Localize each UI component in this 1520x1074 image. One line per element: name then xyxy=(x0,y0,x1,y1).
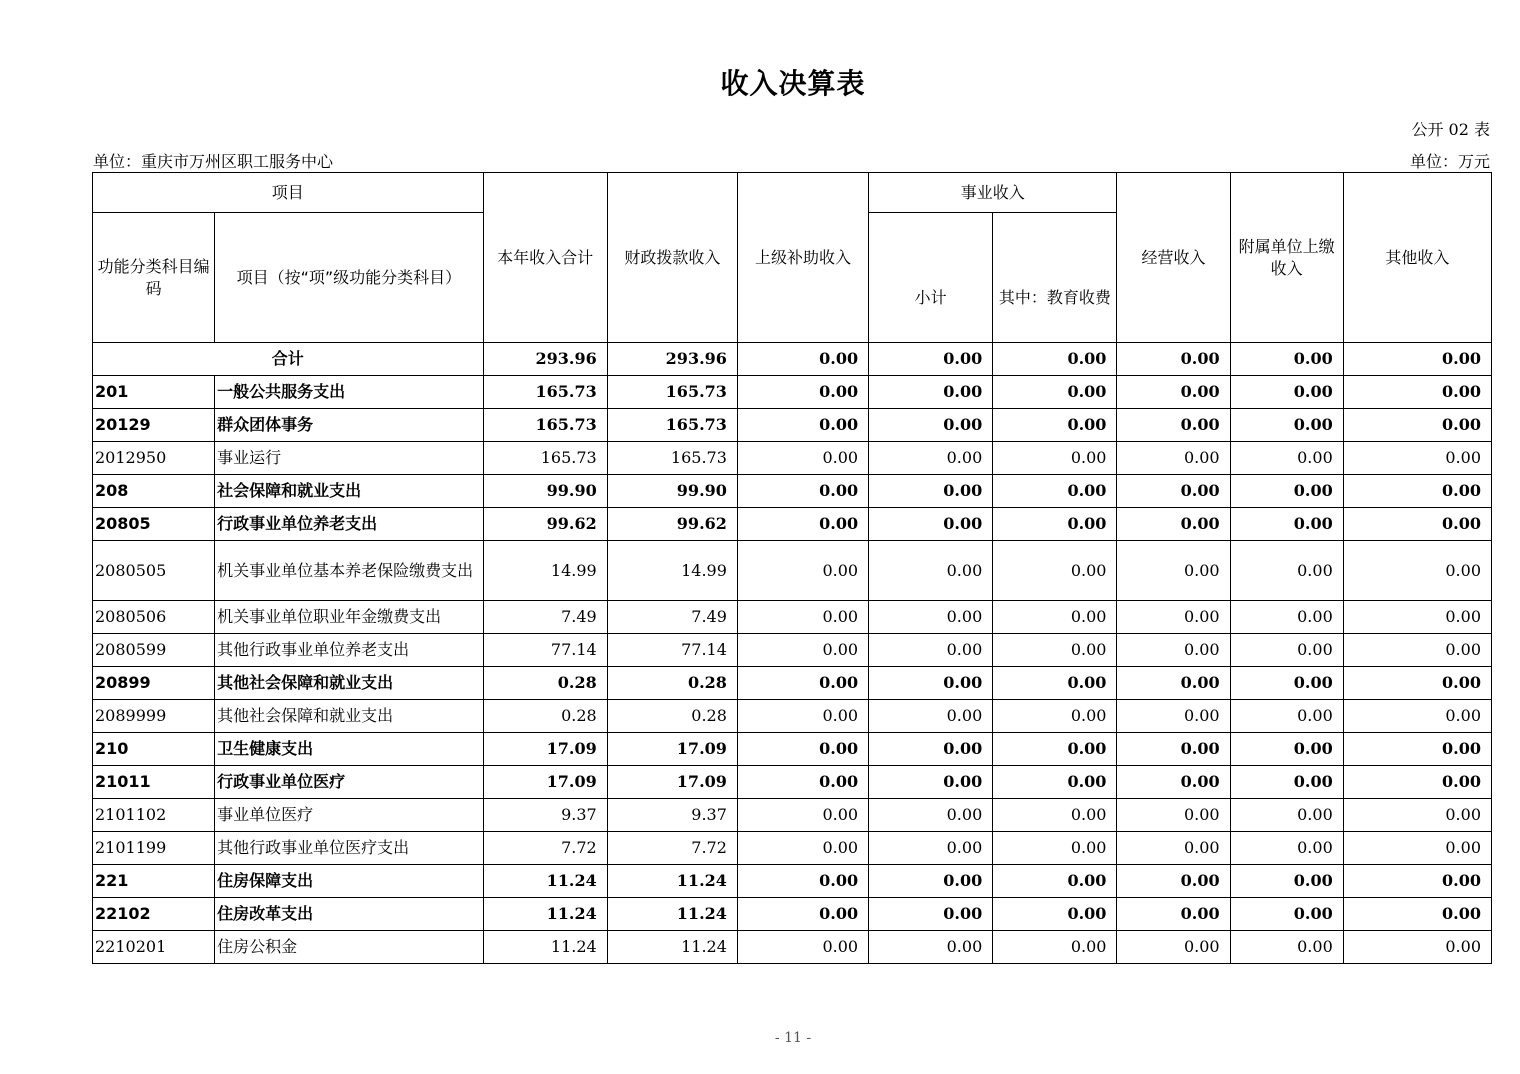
row-value: 0.00 xyxy=(993,508,1117,541)
row-code: 2210201 xyxy=(93,931,215,964)
row-value: 0.00 xyxy=(1117,634,1230,667)
row-value: 0.00 xyxy=(1343,442,1491,475)
row-value: 0.00 xyxy=(1230,376,1343,409)
row-name: 住房保障支出 xyxy=(215,865,483,898)
row-value: 11.24 xyxy=(483,865,607,898)
header-code: 功能分类科目编码 xyxy=(93,213,215,343)
row-name: 其他行政事业单位医疗支出 xyxy=(215,832,483,865)
row-value: 0.00 xyxy=(1343,541,1491,601)
row-value: 0.00 xyxy=(737,799,868,832)
row-value: 0.00 xyxy=(1230,700,1343,733)
row-value: 0.00 xyxy=(993,541,1117,601)
row-name: 其他社会保障和就业支出 xyxy=(215,667,483,700)
row-value: 0.00 xyxy=(1343,508,1491,541)
row-value: 0.00 xyxy=(869,475,993,508)
table-row xyxy=(93,700,1492,733)
row-value: 0.00 xyxy=(1230,541,1343,601)
row-value: 0.00 xyxy=(993,634,1117,667)
row-value: 0.00 xyxy=(737,376,868,409)
row-value: 14.99 xyxy=(607,541,737,601)
row-value: 0.00 xyxy=(1117,832,1230,865)
row-value: 0.00 xyxy=(993,799,1117,832)
row-value: 0.00 xyxy=(1343,700,1491,733)
table-row xyxy=(93,508,1492,541)
row-value: 0.00 xyxy=(869,667,993,700)
row-value: 0.00 xyxy=(1230,865,1343,898)
header-business: 经营收入 xyxy=(1117,173,1230,343)
row-value: 0.28 xyxy=(607,667,737,700)
row-value: 0.00 xyxy=(869,865,993,898)
row-name: 其他行政事业单位养老支出 xyxy=(215,634,483,667)
table-row xyxy=(93,409,1492,442)
row-value: 165.73 xyxy=(607,442,737,475)
table-row xyxy=(93,766,1492,799)
row-value: 0.00 xyxy=(1230,799,1343,832)
row-value: 0.00 xyxy=(1117,766,1230,799)
row-value: 9.37 xyxy=(483,799,607,832)
total-cell: 293.96 xyxy=(483,343,607,376)
row-value: 17.09 xyxy=(483,733,607,766)
row-name: 群众团体事务 xyxy=(215,409,483,442)
table-row xyxy=(93,733,1492,766)
row-value: 0.00 xyxy=(869,634,993,667)
row-value: 0.00 xyxy=(869,700,993,733)
row-value: 0.00 xyxy=(737,508,868,541)
header-item: 项目 xyxy=(93,173,484,213)
row-value: 0.00 xyxy=(1343,634,1491,667)
row-value: 0.00 xyxy=(869,601,993,634)
table-row xyxy=(93,865,1492,898)
row-value: 0.00 xyxy=(1230,931,1343,964)
row-value: 0.00 xyxy=(1343,766,1491,799)
header-fiscal: 财政拨款收入 xyxy=(607,173,737,343)
table-row xyxy=(93,667,1492,700)
row-name: 一般公共服务支出 xyxy=(215,376,483,409)
header-subtotal: 小计 xyxy=(869,213,993,343)
row-value: 0.00 xyxy=(1117,541,1230,601)
row-value: 0.00 xyxy=(1117,667,1230,700)
row-value: 7.49 xyxy=(607,601,737,634)
row-value: 11.24 xyxy=(483,898,607,931)
total-cell: 293.96 xyxy=(607,343,737,376)
row-value: 0.00 xyxy=(869,376,993,409)
row-value: 99.90 xyxy=(483,475,607,508)
table-row xyxy=(93,634,1492,667)
row-value: 0.00 xyxy=(1230,832,1343,865)
header-other: 其他收入 xyxy=(1343,173,1491,343)
row-value: 0.00 xyxy=(869,898,993,931)
row-value: 0.00 xyxy=(737,634,868,667)
row-code: 221 xyxy=(93,865,215,898)
row-value: 11.24 xyxy=(607,898,737,931)
row-value: 0.00 xyxy=(737,541,868,601)
row-value: 0.00 xyxy=(993,667,1117,700)
row-value: 0.00 xyxy=(1343,601,1491,634)
row-name: 行政事业单位医疗 xyxy=(215,766,483,799)
row-code: 2080599 xyxy=(93,634,215,667)
row-code: 2101199 xyxy=(93,832,215,865)
table-row xyxy=(93,541,1492,601)
row-value: 0.00 xyxy=(737,766,868,799)
unit-organization: 单位：重庆市万州区职工服务中心 xyxy=(93,152,334,171)
row-code: 2089999 xyxy=(93,700,215,733)
header-name: 项目（按“项”级功能分类科目） xyxy=(215,213,483,343)
row-value: 0.00 xyxy=(993,601,1117,634)
row-value: 0.00 xyxy=(1230,508,1343,541)
row-value: 77.14 xyxy=(483,634,607,667)
row-value: 165.73 xyxy=(607,376,737,409)
row-value: 0.00 xyxy=(1230,766,1343,799)
row-value: 7.72 xyxy=(483,832,607,865)
row-value: 17.09 xyxy=(607,766,737,799)
header-affiliate: 附属单位上缴收入 xyxy=(1230,173,1343,343)
row-code: 20805 xyxy=(93,508,215,541)
header-total: 本年收入合计 xyxy=(483,173,607,343)
row-value: 0.00 xyxy=(869,442,993,475)
row-value: 0.00 xyxy=(1117,733,1230,766)
row-value: 0.00 xyxy=(869,508,993,541)
table-row xyxy=(93,832,1492,865)
row-value: 7.72 xyxy=(607,832,737,865)
table-row xyxy=(93,601,1492,634)
row-value: 0.00 xyxy=(993,832,1117,865)
row-value: 0.00 xyxy=(869,832,993,865)
row-code: 20129 xyxy=(93,409,215,442)
row-value: 0.00 xyxy=(1117,475,1230,508)
row-value: 99.62 xyxy=(483,508,607,541)
row-name: 其他社会保障和就业支出 xyxy=(215,700,483,733)
row-value: 0.00 xyxy=(1117,409,1230,442)
row-code: 2080505 xyxy=(93,541,215,601)
row-value: 0.00 xyxy=(737,601,868,634)
row-value: 0.00 xyxy=(869,733,993,766)
row-value: 0.00 xyxy=(1117,376,1230,409)
row-value: 11.24 xyxy=(483,931,607,964)
row-value: 0.28 xyxy=(483,700,607,733)
row-name: 社会保障和就业支出 xyxy=(215,475,483,508)
row-value: 0.00 xyxy=(1117,601,1230,634)
table-row xyxy=(93,898,1492,931)
total-cell: 0.00 xyxy=(1230,343,1343,376)
row-value: 0.00 xyxy=(1117,508,1230,541)
row-value: 0.00 xyxy=(869,799,993,832)
row-value: 0.00 xyxy=(1230,442,1343,475)
row-name: 住房改革支出 xyxy=(215,898,483,931)
row-name: 机关事业单位基本养老保险缴费支出 xyxy=(215,541,483,601)
unit-currency: 单位：万元 xyxy=(1409,152,1490,171)
header-upper: 上级补助收入 xyxy=(737,173,868,343)
page-title: 收入决算表 xyxy=(720,67,866,100)
row-value: 0.00 xyxy=(1117,898,1230,931)
row-name: 机关事业单位职业年金缴费支出 xyxy=(215,601,483,634)
row-value: 165.73 xyxy=(483,409,607,442)
row-value: 0.00 xyxy=(737,442,868,475)
row-value: 0.00 xyxy=(993,376,1117,409)
row-value: 0.00 xyxy=(993,766,1117,799)
row-value: 0.00 xyxy=(1230,733,1343,766)
row-value: 0.00 xyxy=(993,733,1117,766)
row-value: 0.00 xyxy=(1230,634,1343,667)
row-code: 210 xyxy=(93,733,215,766)
row-value: 0.00 xyxy=(737,832,868,865)
row-value: 0.00 xyxy=(1117,442,1230,475)
row-value: 0.00 xyxy=(737,409,868,442)
total-label: 合计 xyxy=(93,343,484,376)
header-career: 事业收入 xyxy=(869,173,1117,213)
page-number: - 11 - xyxy=(774,1030,812,1046)
row-value: 0.28 xyxy=(483,667,607,700)
row-value: 0.00 xyxy=(1343,733,1491,766)
table-row xyxy=(93,799,1492,832)
row-code: 21011 xyxy=(93,766,215,799)
row-value: 0.00 xyxy=(1343,376,1491,409)
row-value: 0.00 xyxy=(1343,409,1491,442)
row-value: 0.00 xyxy=(1117,700,1230,733)
row-code: 22102 xyxy=(93,898,215,931)
row-value: 99.62 xyxy=(607,508,737,541)
header-edu: 其中：教育收费 xyxy=(993,213,1117,343)
row-value: 165.73 xyxy=(607,409,737,442)
row-value: 0.00 xyxy=(869,931,993,964)
row-name: 住房公积金 xyxy=(215,931,483,964)
form-number: 公开 02 表 xyxy=(1411,120,1490,139)
row-code: 2012950 xyxy=(93,442,215,475)
row-value: 0.00 xyxy=(737,898,868,931)
row-value: 0.00 xyxy=(1230,409,1343,442)
row-value: 0.00 xyxy=(993,898,1117,931)
row-value: 0.00 xyxy=(1343,475,1491,508)
row-value: 0.00 xyxy=(993,409,1117,442)
total-cell: 0.00 xyxy=(869,343,993,376)
table-row xyxy=(93,931,1492,964)
row-value: 9.37 xyxy=(607,799,737,832)
row-value: 0.00 xyxy=(737,865,868,898)
row-value: 0.00 xyxy=(1343,832,1491,865)
row-value: 0.00 xyxy=(1343,865,1491,898)
row-value: 0.00 xyxy=(1343,931,1491,964)
row-value: 0.00 xyxy=(1117,799,1230,832)
row-value: 0.00 xyxy=(993,700,1117,733)
income-table xyxy=(92,172,1492,964)
row-value: 0.00 xyxy=(869,409,993,442)
row-code: 20899 xyxy=(93,667,215,700)
total-cell: 0.00 xyxy=(1343,343,1491,376)
row-value: 0.00 xyxy=(1343,667,1491,700)
row-value: 0.00 xyxy=(1117,931,1230,964)
row-value: 0.00 xyxy=(737,733,868,766)
row-value: 14.99 xyxy=(483,541,607,601)
row-code: 2080506 xyxy=(93,601,215,634)
table-row xyxy=(93,442,1492,475)
row-value: 0.00 xyxy=(869,541,993,601)
row-name: 事业单位医疗 xyxy=(215,799,483,832)
row-value: 0.28 xyxy=(607,700,737,733)
row-value: 165.73 xyxy=(483,376,607,409)
row-value: 17.09 xyxy=(483,766,607,799)
row-value: 0.00 xyxy=(1230,898,1343,931)
total-cell: 0.00 xyxy=(1117,343,1230,376)
row-value: 0.00 xyxy=(737,475,868,508)
row-value: 0.00 xyxy=(1230,475,1343,508)
row-value: 7.49 xyxy=(483,601,607,634)
row-value: 77.14 xyxy=(607,634,737,667)
row-code: 2101102 xyxy=(93,799,215,832)
row-value: 11.24 xyxy=(607,865,737,898)
row-value: 0.00 xyxy=(1343,799,1491,832)
row-value: 17.09 xyxy=(607,733,737,766)
row-value: 0.00 xyxy=(993,442,1117,475)
row-value: 0.00 xyxy=(1230,667,1343,700)
row-value: 165.73 xyxy=(483,442,607,475)
total-cell: 0.00 xyxy=(737,343,868,376)
row-value: 0.00 xyxy=(1117,865,1230,898)
row-name: 行政事业单位养老支出 xyxy=(215,508,483,541)
row-value: 0.00 xyxy=(1230,601,1343,634)
total-row xyxy=(93,343,1492,376)
row-value: 99.90 xyxy=(607,475,737,508)
row-code: 201 xyxy=(93,376,215,409)
row-value: 11.24 xyxy=(607,931,737,964)
table-row xyxy=(93,376,1492,409)
row-value: 0.00 xyxy=(737,700,868,733)
row-value: 0.00 xyxy=(737,931,868,964)
row-value: 0.00 xyxy=(1343,898,1491,931)
row-code: 208 xyxy=(93,475,215,508)
total-cell: 0.00 xyxy=(993,343,1117,376)
row-value: 0.00 xyxy=(993,475,1117,508)
table-row xyxy=(93,475,1492,508)
row-value: 0.00 xyxy=(737,667,868,700)
row-name: 卫生健康支出 xyxy=(215,733,483,766)
row-value: 0.00 xyxy=(993,931,1117,964)
row-name: 事业运行 xyxy=(215,442,483,475)
row-value: 0.00 xyxy=(993,865,1117,898)
row-value: 0.00 xyxy=(869,766,993,799)
